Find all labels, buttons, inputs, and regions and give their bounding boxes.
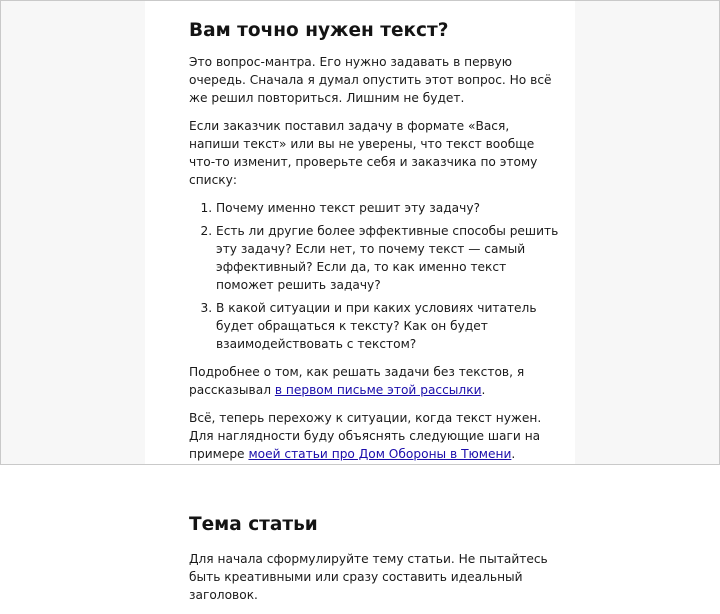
- section-heading-topic: Тема статьи: [189, 514, 318, 535]
- first-letter-link[interactable]: в первом письме этой рассылки: [274, 383, 482, 397]
- paragraph-checklist-intro: Если заказчик поставил задачу в формате «Вася, напиши текст» или вы не уверены, что текст вообще что-то изменит, проверьте себя и заказчика по этому списку:: [189, 119, 538, 187]
- paragraph-transition-end: .: [511, 447, 516, 461]
- paragraph-mantra: Это вопрос-мантра. Его нужно задавать в первую очередь. Сначала я думал опустить этот вопрос. Но всё же решил повториться. Лишним не будет.: [189, 55, 552, 105]
- article-defense-house-link[interactable]: моей статьи про Дом Обороны в Тюмени: [248, 447, 512, 461]
- checklist: [189, 199, 561, 353]
- checklist-item: 2. Есть ли другие более эффективные способы решить эту задачу? Если нет, то почему текст — самый эффективный? Если да, то как именно текст поможет решить задачу?: [216, 222, 561, 294]
- article-content: [189, 1, 561, 614]
- paragraph-more-info: [189, 363, 561, 399]
- paragraph-more-info-end: .: [481, 383, 486, 397]
- checklist-item: 1. Почему именно текст решит эту задачу?: [216, 199, 561, 217]
- paragraph-transition: [189, 409, 561, 463]
- left-margin: [1, 1, 145, 464]
- paragraph-transition-text: Всё, теперь перехожу к ситуации, когда текст нужен. Для наглядности буду объяснять следующие шаги на примере: [189, 411, 542, 461]
- right-margin: [575, 1, 719, 464]
- section-heading-need-text: Вам точно нужен текст?: [189, 20, 449, 41]
- paragraph-more-info-text: Подробнее о том, как решать задачи без текстов, я рассказывал: [189, 365, 525, 397]
- paragraph-topic-intro: Для начала сформулируйте тему статьи. Не пытайтесь быть креативными или сразу составить идеальный заголовок.: [189, 552, 548, 602]
- checklist-item: 3. В какой ситуации и при каких условиях читатель будет обращаться к тексту? Как он будет взаимодействовать с текстом?: [216, 299, 561, 353]
